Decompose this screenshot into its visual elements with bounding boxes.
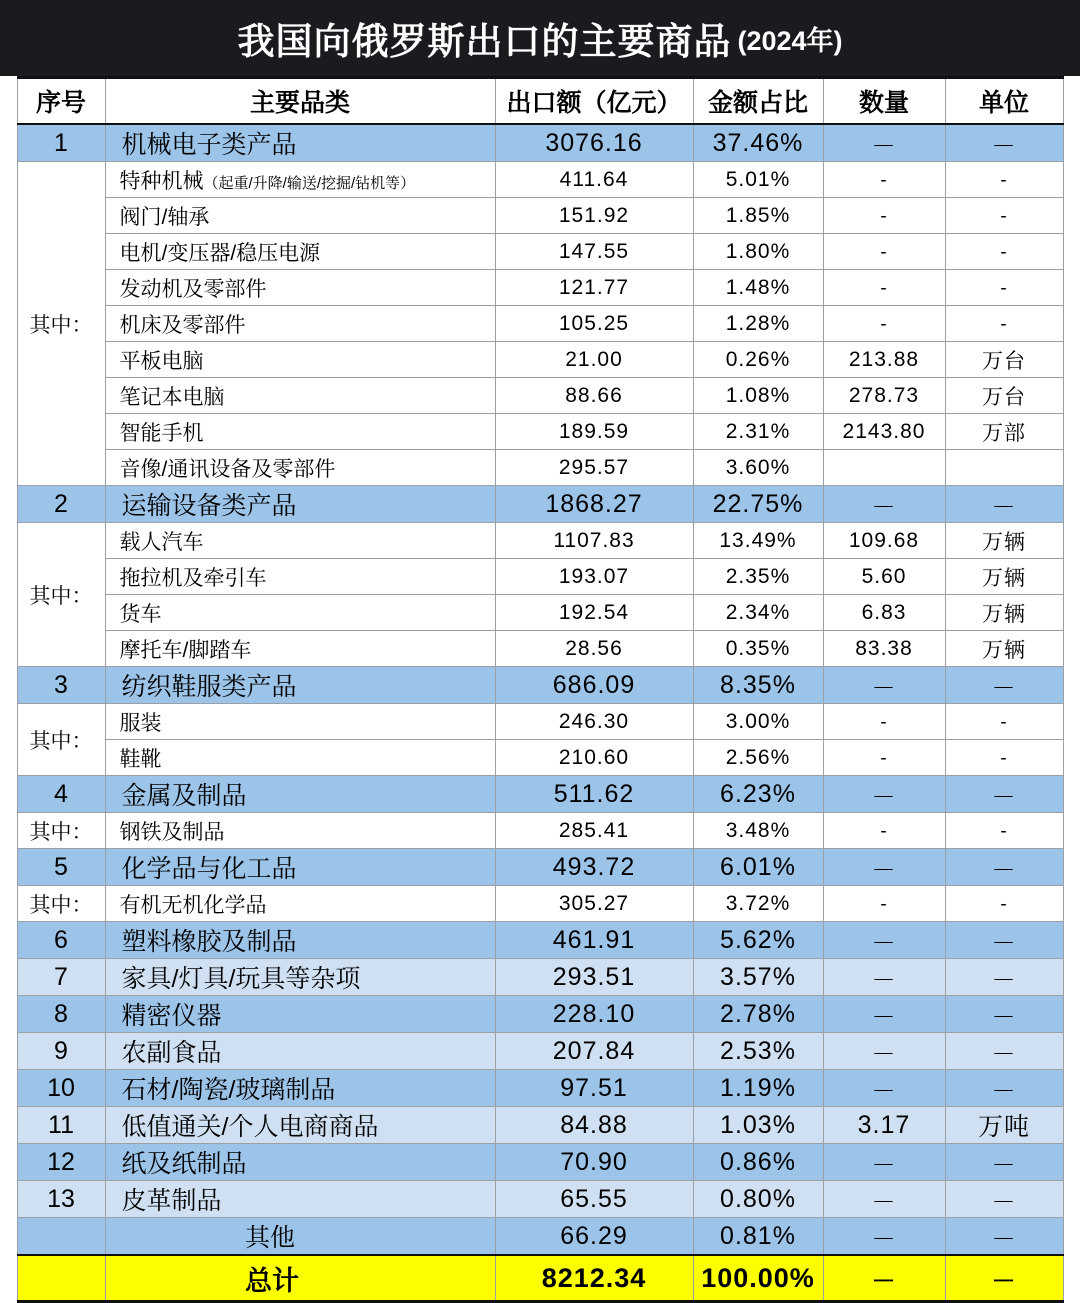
dash-placeholder: －: [871, 132, 897, 160]
table-row-category: [17, 1070, 1063, 1107]
cell-share: 1.48%: [693, 270, 823, 306]
cell-quantity: [823, 162, 945, 198]
table-row-subitem: [17, 886, 1063, 922]
group-label-qizhong: 其中：: [17, 523, 105, 667]
dash-placeholder: －: [991, 929, 1017, 957]
cell-category-name: 其他: [105, 1218, 495, 1256]
dash-placeholder: －: [991, 966, 1017, 994]
table-row-subitem: [17, 813, 1063, 849]
dash-placeholder: －: [991, 1003, 1017, 1031]
cell-quantity: [823, 234, 945, 270]
cell-unit: [945, 813, 1063, 849]
cell-share: 13.49%: [693, 523, 823, 559]
cell-unit: [945, 704, 1063, 740]
cell-unit: [945, 740, 1063, 776]
cell-category-name: 精密仪器: [105, 996, 495, 1033]
cell-amount: 193.07: [495, 559, 693, 595]
cell-quantity: 6.83: [823, 595, 945, 631]
cell-share: 1.85%: [693, 198, 823, 234]
cell-amount: 147.55: [495, 234, 693, 270]
cell-no: 1: [17, 124, 105, 162]
cell-subitem-name: 电机/变压器/稳压电源: [105, 234, 495, 270]
cell-subitem-name: 服装: [105, 704, 495, 740]
dash-placeholder: -: [1000, 241, 1008, 263]
cell-category-name: 金属及制品: [105, 776, 495, 813]
cell-amount: 305.27: [495, 886, 693, 922]
cell-unit: [945, 1033, 1063, 1070]
cell-subitem-name: 摩托车/脚踏车: [105, 631, 495, 667]
cell-no: 10: [17, 1070, 105, 1107]
cell-unit: [945, 1144, 1063, 1181]
cell-category-name: 机械电子类产品: [105, 124, 495, 162]
cell-no: 8: [17, 996, 105, 1033]
cell-share: 3.48%: [693, 813, 823, 849]
cell-amount: 3076.16: [495, 124, 693, 162]
cell-quantity: [823, 1218, 945, 1256]
cell-quantity: [823, 667, 945, 704]
cell-unit: [945, 776, 1063, 813]
cell-quantity: 5.60: [823, 559, 945, 595]
cell-no: 9: [17, 1033, 105, 1070]
dash-placeholder: -: [1000, 169, 1008, 191]
cell-category-name: 皮革制品: [105, 1181, 495, 1218]
cell-amount: 511.62: [495, 776, 693, 813]
group-label-qizhong: 其中：: [17, 886, 105, 922]
page-title: 我国向俄罗斯出口的主要商品: [237, 21, 732, 62]
cell-share: 3.72%: [693, 886, 823, 922]
cell-subitem-name: 音像/通讯设备及零部件: [105, 450, 495, 486]
dash-placeholder: －: [991, 856, 1017, 884]
cell-amount: 493.72: [495, 849, 693, 886]
dash-placeholder: －: [871, 1040, 897, 1068]
dash-placeholder: －: [871, 1188, 897, 1216]
cell-share: 0.81%: [693, 1218, 823, 1256]
cell-unit: [945, 959, 1063, 996]
cell-quantity: 278.73: [823, 378, 945, 414]
cell-share: 2.34%: [693, 595, 823, 631]
cell-amount: 97.51: [495, 1070, 693, 1107]
cell-amount: 285.41: [495, 813, 693, 849]
dash-placeholder: －: [991, 132, 1017, 160]
cell-share: 2.53%: [693, 1033, 823, 1070]
cell-unit: [945, 667, 1063, 704]
cell-unit: 万吨: [945, 1107, 1063, 1144]
cell-quantity: [823, 270, 945, 306]
cell-share: 5.01%: [693, 162, 823, 198]
cell-unit: [945, 270, 1063, 306]
cell-unit: [945, 306, 1063, 342]
cell-category-name: 家具/灯具/玩具等杂项: [105, 959, 495, 996]
dash-placeholder: －: [991, 783, 1017, 811]
cell-amount: 210.60: [495, 740, 693, 776]
cell-share: 8.35%: [693, 667, 823, 704]
cell-category-name: 石材/陶瓷/玻璃制品: [105, 1070, 495, 1107]
cell-no: 6: [17, 922, 105, 959]
document-title-bar: [0, 0, 1080, 76]
cell-no: 5: [17, 849, 105, 886]
table-row-subitem: [17, 342, 1063, 378]
cell-quantity: [823, 996, 945, 1033]
table-row-category: [17, 1033, 1063, 1070]
column-header-no: 序号: [17, 78, 105, 125]
cell-subitem-name: 载人汽车: [105, 523, 495, 559]
cell-quantity: [823, 486, 945, 523]
dash-placeholder: －: [871, 856, 897, 884]
cell-subitem-name: 货车: [105, 595, 495, 631]
dash-placeholder: －: [871, 1077, 897, 1105]
cell-subitem-name: 机床及零部件: [105, 306, 495, 342]
column-header-quantity: 数量: [823, 78, 945, 125]
cell-share: 1.28%: [693, 306, 823, 342]
cell-amount: 461.91: [495, 922, 693, 959]
cell-quantity: 109.68: [823, 523, 945, 559]
cell-quantity: 3.17: [823, 1107, 945, 1144]
dash-placeholder: －: [991, 1188, 1017, 1216]
cell-amount: 295.57: [495, 450, 693, 486]
dash-placeholder: －: [871, 1267, 897, 1295]
cell-category-name: 纺织鞋服类产品: [105, 667, 495, 704]
cell-subitem-name: 笔记本电脑: [105, 378, 495, 414]
table-body: [17, 124, 1063, 1302]
cell-amount: 121.77: [495, 270, 693, 306]
cell-amount: 207.84: [495, 1033, 693, 1070]
cell-unit: [945, 234, 1063, 270]
cell-subitem-name: 特种机械（起重/升降/输送/挖掘/钻机等）: [105, 162, 495, 198]
cell-unit: 万辆: [945, 595, 1063, 631]
cell-unit: [945, 886, 1063, 922]
cell-unit: [945, 922, 1063, 959]
cell-share: 6.01%: [693, 849, 823, 886]
column-header-category: 主要品类: [105, 78, 495, 125]
cell-category-name: 化学品与化工品: [105, 849, 495, 886]
dash-placeholder: -: [880, 277, 888, 299]
cell-unit: 万辆: [945, 631, 1063, 667]
dash-placeholder: -: [880, 241, 888, 263]
table-row-subitem: [17, 704, 1063, 740]
cell-share: 6.23%: [693, 776, 823, 813]
dash-placeholder: -: [880, 313, 888, 335]
cell-share: 3.00%: [693, 704, 823, 740]
cell-total-label: 总计: [105, 1255, 495, 1302]
cell-share: 1.03%: [693, 1107, 823, 1144]
group-label-qizhong: 其中：: [17, 162, 105, 486]
dash-placeholder: －: [871, 493, 897, 521]
cell-share: 22.75%: [693, 486, 823, 523]
cell-amount: 70.90: [495, 1144, 693, 1181]
table-row-subitem: [17, 450, 1063, 486]
cell-amount: 686.09: [495, 667, 693, 704]
cell-quantity: 213.88: [823, 342, 945, 378]
cell-share: 3.60%: [693, 450, 823, 486]
cell-quantity: [823, 124, 945, 162]
cell-unit: [945, 849, 1063, 886]
cell-unit: 万台: [945, 342, 1063, 378]
dash-placeholder: －: [991, 1267, 1017, 1295]
table-row-category: [17, 1107, 1063, 1144]
cell-quantity: [823, 959, 945, 996]
cell-amount: 189.59: [495, 414, 693, 450]
cell-share: 3.57%: [693, 959, 823, 996]
table-row-subitem: [17, 523, 1063, 559]
dash-placeholder: -: [880, 820, 888, 842]
cell-no: 12: [17, 1144, 105, 1181]
cell-unit: [945, 162, 1063, 198]
cell-unit: [945, 450, 1063, 486]
cell-share: 2.31%: [693, 414, 823, 450]
cell-unit: 万辆: [945, 559, 1063, 595]
dash-placeholder: -: [1000, 747, 1008, 769]
cell-no: 4: [17, 776, 105, 813]
cell-share: 0.35%: [693, 631, 823, 667]
cell-share: 100.00%: [693, 1255, 823, 1302]
cell-no: 2: [17, 486, 105, 523]
cell-no: 13: [17, 1181, 105, 1218]
cell-amount: 246.30: [495, 704, 693, 740]
cell-amount: 105.25: [495, 306, 693, 342]
table-row-subitem: [17, 631, 1063, 667]
export-goods-table: [17, 76, 1064, 1303]
cell-subitem-name: 智能手机: [105, 414, 495, 450]
dash-placeholder: -: [1000, 893, 1008, 915]
cell-quantity: [823, 1070, 945, 1107]
cell-quantity: [823, 922, 945, 959]
cell-share: 1.19%: [693, 1070, 823, 1107]
cell-unit: [945, 1070, 1063, 1107]
cell-subitem-name: 阀门/轴承: [105, 198, 495, 234]
cell-share: 0.26%: [693, 342, 823, 378]
dash-placeholder: －: [991, 1040, 1017, 1068]
table-row-category: [17, 667, 1063, 704]
cell-unit: [945, 198, 1063, 234]
table-row-category: [17, 486, 1063, 523]
dash-placeholder: -: [1000, 711, 1008, 733]
cell-amount: 21.00: [495, 342, 693, 378]
cell-quantity: [823, 450, 945, 486]
cell-quantity: 83.38: [823, 631, 945, 667]
cell-amount: 411.64: [495, 162, 693, 198]
table-row-category: [17, 124, 1063, 162]
table-row-category: [17, 1144, 1063, 1181]
cell-subitem-name: 拖拉机及牵引车: [105, 559, 495, 595]
cell-category-name: 农副食品: [105, 1033, 495, 1070]
dash-placeholder: －: [991, 493, 1017, 521]
dash-placeholder: －: [871, 966, 897, 994]
table-row-category: [17, 776, 1063, 813]
table-row-subitem: [17, 740, 1063, 776]
cell-amount: 28.56: [495, 631, 693, 667]
cell-quantity: [823, 849, 945, 886]
cell-share: 0.86%: [693, 1144, 823, 1181]
cell-subitem-name: 有机无机化学品: [105, 886, 495, 922]
cell-quantity: [823, 704, 945, 740]
table-row-subitem: [17, 414, 1063, 450]
page-title-year: (2024年): [737, 25, 843, 56]
cell-quantity: [823, 776, 945, 813]
cell-subitem-name: 发动机及零部件: [105, 270, 495, 306]
dash-placeholder: －: [871, 783, 897, 811]
cell-subitem-name: 鞋靴: [105, 740, 495, 776]
column-header-share: 金额占比: [693, 78, 823, 125]
dash-placeholder: -: [880, 169, 888, 191]
dash-placeholder: －: [871, 929, 897, 957]
cell-no: [17, 1255, 105, 1302]
cell-subitem-note: （起重/升降/输送/挖掘/钻机等）: [203, 174, 416, 192]
cell-share: 2.78%: [693, 996, 823, 1033]
cell-amount: 8212.34: [495, 1255, 693, 1302]
cell-amount: 293.51: [495, 959, 693, 996]
dash-placeholder: -: [1000, 277, 1008, 299]
cell-unit: [945, 124, 1063, 162]
cell-quantity: [823, 1181, 945, 1218]
cell-amount: 228.10: [495, 996, 693, 1033]
cell-amount: 88.66: [495, 378, 693, 414]
cell-share: 37.46%: [693, 124, 823, 162]
table-row-subitem: [17, 234, 1063, 270]
dash-placeholder: －: [991, 674, 1017, 702]
table-row-category: [17, 1181, 1063, 1218]
cell-subitem-name: 钢铁及制品: [105, 813, 495, 849]
column-header-amount: 出口额（亿元）: [495, 78, 693, 125]
cell-quantity: [823, 306, 945, 342]
cell-amount: 151.92: [495, 198, 693, 234]
dash-placeholder: －: [871, 1225, 897, 1253]
cell-unit: [945, 486, 1063, 523]
cell-amount: 1868.27: [495, 486, 693, 523]
cell-unit: 万台: [945, 378, 1063, 414]
cell-category-name: 低值通关/个人电商商品: [105, 1107, 495, 1144]
cell-category-name: 塑料橡胶及制品: [105, 922, 495, 959]
dash-placeholder: -: [880, 747, 888, 769]
cell-no: 3: [17, 667, 105, 704]
cell-subitem-name: 平板电脑: [105, 342, 495, 378]
dash-placeholder: －: [871, 674, 897, 702]
dash-placeholder: －: [871, 1003, 897, 1031]
dash-placeholder: －: [991, 1077, 1017, 1105]
table-row-subitem: [17, 270, 1063, 306]
cell-category-name: 运输设备类产品: [105, 486, 495, 523]
cell-share: 2.56%: [693, 740, 823, 776]
cell-category-name: 纸及纸制品: [105, 1144, 495, 1181]
table-row-subitem: [17, 559, 1063, 595]
table-row-category: [17, 849, 1063, 886]
cell-amount: 192.54: [495, 595, 693, 631]
cell-no: 11: [17, 1107, 105, 1144]
cell-quantity: [823, 740, 945, 776]
table-row-other: [17, 1218, 1063, 1256]
table-row-total: [17, 1255, 1063, 1302]
table-row-subitem: [17, 306, 1063, 342]
dash-placeholder: －: [991, 1151, 1017, 1179]
dash-placeholder: -: [880, 711, 888, 733]
cell-share: 1.08%: [693, 378, 823, 414]
cell-amount: 84.88: [495, 1107, 693, 1144]
cell-amount: 65.55: [495, 1181, 693, 1218]
table-row-subitem: [17, 198, 1063, 234]
cell-unit: [945, 996, 1063, 1033]
cell-no: [17, 1218, 105, 1256]
table-row-subitem: [17, 162, 1063, 198]
dash-placeholder: －: [871, 1151, 897, 1179]
group-label-qizhong: 其中：: [17, 813, 105, 849]
cell-unit: 万辆: [945, 523, 1063, 559]
table-header-row: [17, 78, 1063, 125]
cell-unit: [945, 1255, 1063, 1302]
column-header-unit: 单位: [945, 78, 1063, 125]
cell-quantity: [823, 1033, 945, 1070]
cell-no: 7: [17, 959, 105, 996]
table-row-category: [17, 922, 1063, 959]
cell-share: 1.80%: [693, 234, 823, 270]
dash-placeholder: -: [880, 893, 888, 915]
cell-share: 2.35%: [693, 559, 823, 595]
dash-placeholder: -: [880, 205, 888, 227]
cell-unit: [945, 1181, 1063, 1218]
table-row-category: [17, 959, 1063, 996]
cell-unit: 万部: [945, 414, 1063, 450]
cell-share: 0.80%: [693, 1181, 823, 1218]
table-row-subitem: [17, 378, 1063, 414]
dash-placeholder: -: [1000, 205, 1008, 227]
dash-placeholder: -: [1000, 820, 1008, 842]
cell-amount: 66.29: [495, 1218, 693, 1256]
cell-amount: 1107.83: [495, 523, 693, 559]
table-row-subitem: [17, 595, 1063, 631]
cell-unit: [945, 1218, 1063, 1256]
cell-quantity: 2143.80: [823, 414, 945, 450]
group-label-qizhong: 其中：: [17, 704, 105, 776]
cell-quantity: [823, 813, 945, 849]
table-row-category: [17, 996, 1063, 1033]
cell-quantity: [823, 886, 945, 922]
cell-share: 5.62%: [693, 922, 823, 959]
dash-placeholder: －: [991, 1225, 1017, 1253]
cell-quantity: [823, 1144, 945, 1181]
cell-quantity: [823, 1255, 945, 1302]
cell-quantity: [823, 198, 945, 234]
dash-placeholder: -: [1000, 313, 1008, 335]
